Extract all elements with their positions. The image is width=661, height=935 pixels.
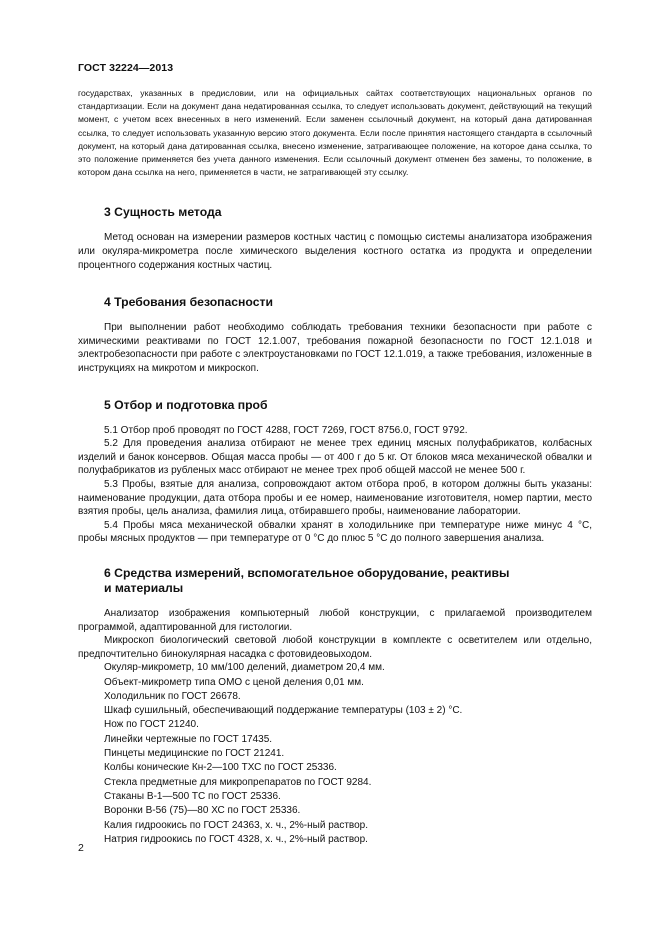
page-number: 2 (78, 842, 84, 854)
equipment-item: Калия гидроокись по ГОСТ 24363, х. ч., 2%-ный раствор. (104, 819, 368, 831)
section-5-2-text: 5.2 Для проведения анализа отбирают не менее трех единиц мясных полуфабрикатов, колбасных изделий и банок консервов. Общая масса пробы — от 400 г до 5 кг. От блоков мяса механической обвалки и полуфабрикатов из рубленых масс отбирают не менее трех проб общей массой не менее 500 г. (78, 438, 592, 477)
section-6-title-line-1: 6 Средства измерений, вспомогательное оборудование, реактивы (104, 565, 510, 580)
section-6-microscope-text: Микроскоп биологический световой любой конструкции в комплекте с осветителем или отдельно, предпочтительно бинокулярная насадка с фотовидеовыходом. (78, 635, 592, 660)
equipment-item: Пинцеты медицинские по ГОСТ 21241. (104, 748, 285, 760)
page-content (78, 87, 592, 847)
document-header: ГОСТ 32224—2013 (78, 62, 174, 74)
intro-paragraph: государствах, указанных в предисловии, или на официальных сайтах соответствующих национальных органов по стандартизации. Если на документ дана недатированная ссылка, то следует использовать документ, действующий на текущий момент, с учетом всех внесенных в него изменений. Если заменен ссылочный документ, на который дана датированная ссылка, то следует использовать указанную версию этого документа. Если после принятия настоящего стандарта в ссылочный документ, на который дана датированная ссылка, внесено изменение, затрагивающее положение, на которое дана ссылка, то это положение применяется без учета данного изменения. Если ссылочный документ отменен без замены, то положение, в котором дана ссылка на него, применяется в части, не затрагивающей эту ссылку. (78, 88, 592, 178)
equipment-item: Окуляр-микрометр, 10 мм/100 делений, диаметром 20,4 мм. (104, 662, 385, 674)
section-5-1-text: 5.1 Отбор проб проводят по ГОСТ 4288, ГОСТ 7269, ГОСТ 8756.0, ГОСТ 9792. (104, 424, 468, 436)
section-4-text: При выполнении работ необходимо соблюдать требования техники безопасности при работе с химическими реактивами по ГОСТ 12.1.007, требования пожарной безопасности по ГОСТ 12.1.018 и электробезопасности при работе с электроустановками по ГОСТ 12.1.019, а также требования, изложенные в инструкциях на микротом и микроскоп. (78, 322, 592, 374)
section-5-3-text: 5.3 Пробы, взятые для анализа, сопровождают актом отбора проб, в котором должны быть указаны: наименование продукции, дата отбора пробы и ее номер, наименование изготовителя, номер партии, место взятия пробы, цель анализа, фамилия лица, отбиравшего пробы, наименование лаборатории. (78, 478, 592, 518)
equipment-item: Объект-микрометр типа ОМО с ценой деления 0,01 мм. (104, 676, 364, 688)
section-5-4-text: 5.4 Пробы мяса механической обвалки хранят в холодильнике при температуре ниже минус 4 °С, пробы мясных продуктов — при температуре от 0 °С до плюс 5 °С до полного завершения анализа. (78, 519, 592, 545)
equipment-item: Воронки В-56 (75)—80 ХС по ГОСТ 25336. (104, 805, 301, 817)
equipment-item: Холодильник по ГОСТ 26678. (104, 690, 241, 702)
section-3-title: 3 Сущность метода (104, 205, 222, 220)
equipment-item: Шкаф сушильный, обеспечивающий поддержание температуры (103 ± 2) °С. (104, 705, 463, 717)
equipment-item: Стекла предметные для микропрепаратов по ГОСТ 9284. (104, 776, 372, 788)
section-5-title: 5 Отбор и подготовка проб (104, 397, 268, 412)
equipment-item: Натрия гидроокись по ГОСТ 4328, х. ч., 2%-ный раствор. (104, 833, 368, 845)
section-6-title-line-2: и материалы (104, 580, 184, 595)
equipment-item: Колбы конические Кн-2—100 ТХС по ГОСТ 25336. (104, 762, 337, 774)
equipment-item: Нож по ГОСТ 21240. (104, 719, 199, 731)
equipment-item: Стаканы В-1—500 ТС по ГОСТ 25336. (104, 790, 281, 802)
section-4-title: 4 Требования безопасности (104, 295, 273, 310)
equipment-item: Линейки чертежные по ГОСТ 17435. (104, 733, 273, 745)
section-3-text: Метод основан на измерении размеров костных частиц с помощью системы анализатора изображения или окуляра-микрометра после химического выделения костного остатка из продукта и определении процентного содержания костных частиц. (78, 232, 592, 271)
section-6-analyzer-text: Анализатор изображения компьютерный любой конструкции, с прилагаемой производителем программой, адаптированной для гистологии. (78, 607, 592, 633)
